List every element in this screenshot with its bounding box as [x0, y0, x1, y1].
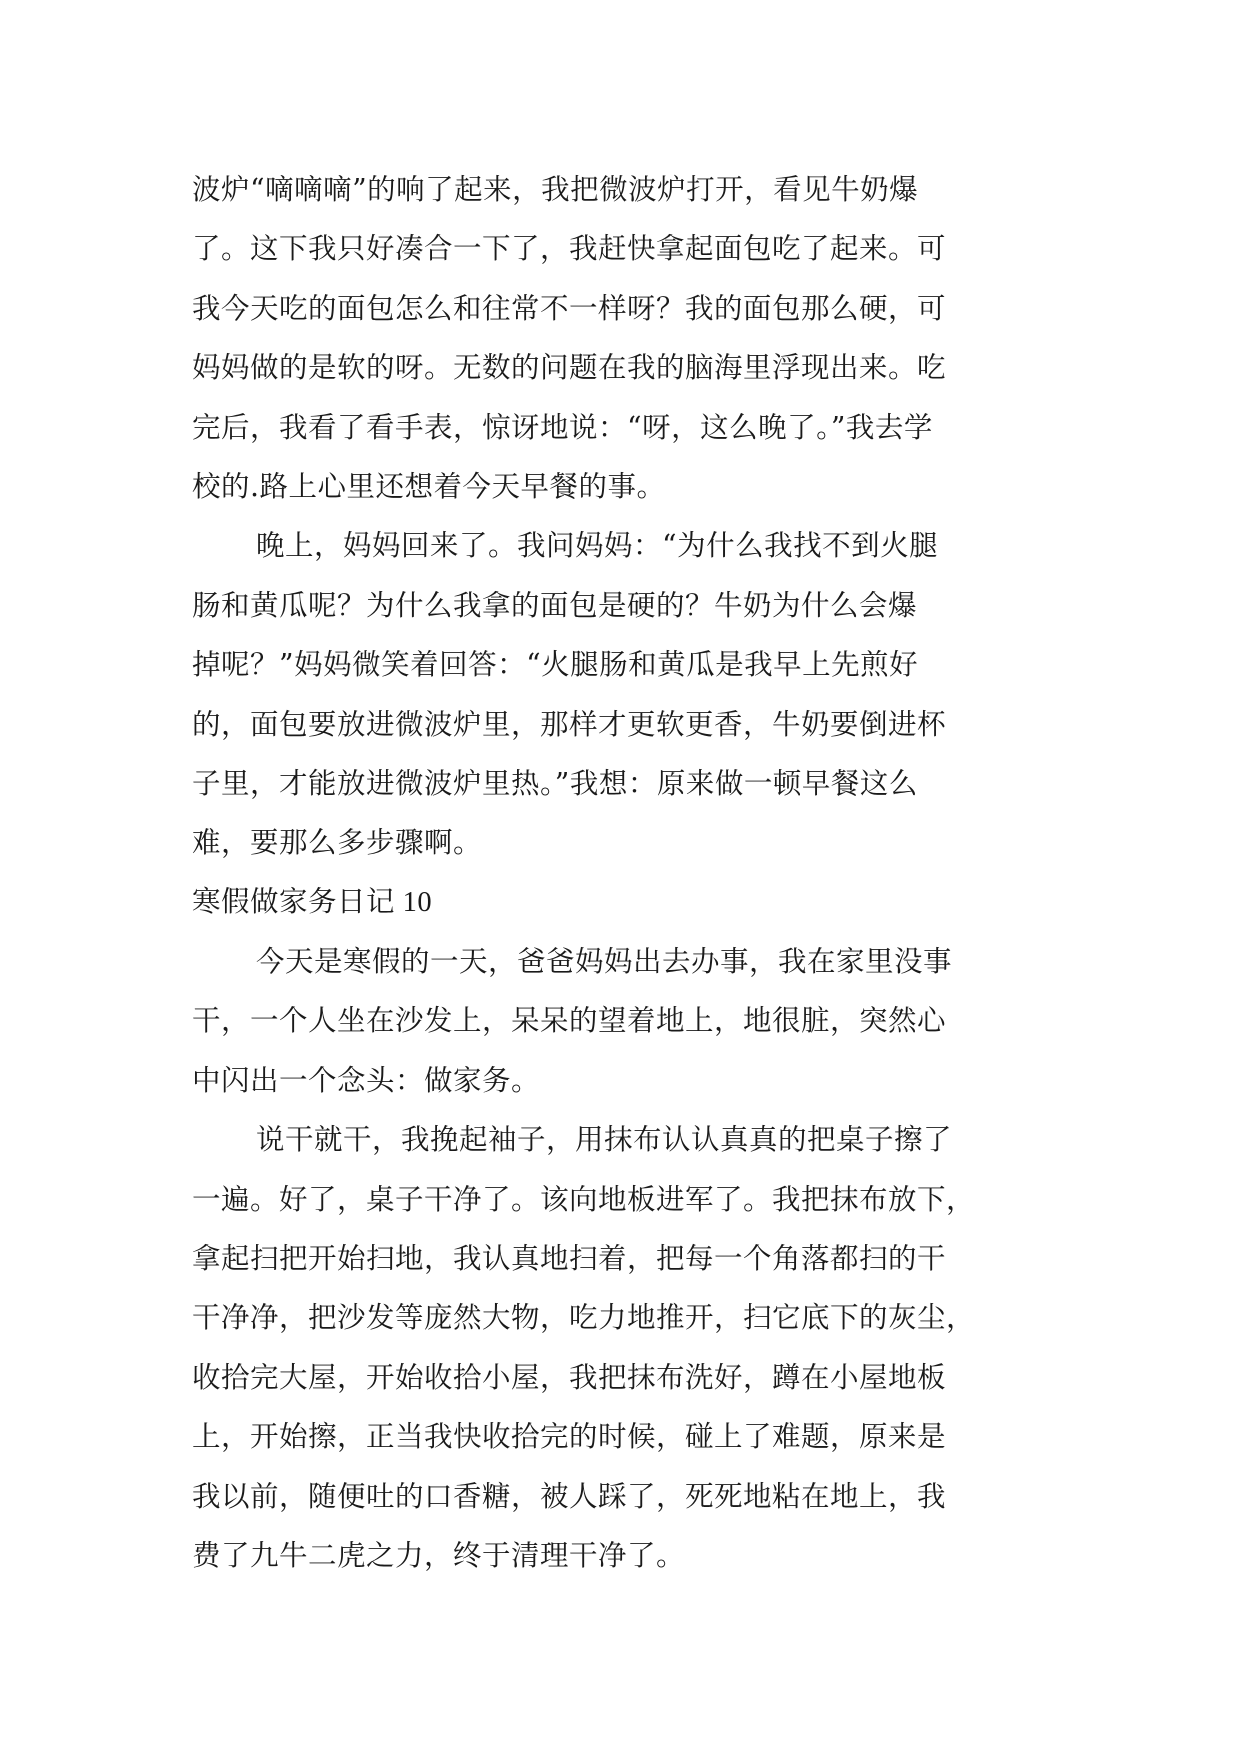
text-line: 校的.路上心里还想着今天早餐的事。 [192, 469, 666, 503]
text-line: 上，开始擦，正当我快收拾完的时候，碰上了难题，原来是 [192, 1420, 947, 1454]
paragraph-first-line: 晚上，妈妈回来了。我问妈妈：“为什么我找不到火腿 [256, 529, 939, 563]
text-line: 妈妈做的是软的呀。无数的问题在我的脑海里浮现出来。吃 [192, 351, 947, 385]
text-line: 干，一个人坐在沙发上，呆呆的望着地上，地很脏，突然心 [192, 1004, 947, 1038]
text-line: 波炉“嘀嘀嘀”的响了起来，我把微波炉打开，看见牛奶爆 [192, 173, 919, 206]
text-line: 我今天吃的面包怎么和往常不一样呀？我的面包那么硬，可 [192, 291, 947, 325]
section-title: 寒假做家务日记 10 [192, 886, 433, 918]
text-line: 完后，我看了看手表，惊讶地说：“呀，这么晚了。”我去学 [192, 410, 933, 444]
text-line: 肠和黄瓜呢？为什么我拿的面包是硬的？牛奶为什么会爆 [192, 588, 918, 622]
text-line: 拿起扫把开始扫地，我认真地扫着，把每一个角落都扫的干 [192, 1242, 947, 1276]
text-line: 中闪出一个念头：做家务。 [192, 1063, 541, 1097]
paragraph-first-line: 今天是寒假的一天，爸爸妈妈出去办事，我在家里没事 [256, 945, 953, 979]
text-line: 费了九牛二虎之力，终于清理干净了。 [192, 1538, 686, 1572]
document-body [192, 160, 1052, 1585]
text-line: 了。这下我只好凑合一下了，我赶快拿起面包吃了起来。可 [192, 232, 947, 266]
text-line: 难，要那么多步骤啊。 [192, 826, 483, 860]
text-line: 干净净，把沙发等庞然大物，吃力地推开，扫它底下的灰尘， [192, 1301, 976, 1335]
text-line: 一遍。好了，桌子干净了。该向地板进军了。我把抹布放下， [192, 1182, 976, 1216]
text-line: 子里，才能放进微波炉里热。”我想：原来做一顿早餐这么 [192, 766, 918, 800]
text-line: 的，面包要放进微波炉里，那样才更软更香，牛奶要倒进杯 [192, 707, 947, 741]
paragraph-first-line: 说干就干，我挽起袖子，用抹布认认真真的把桌子擦了 [256, 1123, 953, 1157]
text-line: 掉呢？”妈妈微笑着回答：“火腿肠和黄瓜是我早上先煎好 [192, 648, 919, 682]
text-line: 我以前，随便吐的口香糖，被人踩了，死死地粘在地上，我 [192, 1479, 947, 1513]
text-line: 收拾完大屋，开始收拾小屋，我把抹布洗好，蹲在小屋地板 [192, 1360, 947, 1394]
